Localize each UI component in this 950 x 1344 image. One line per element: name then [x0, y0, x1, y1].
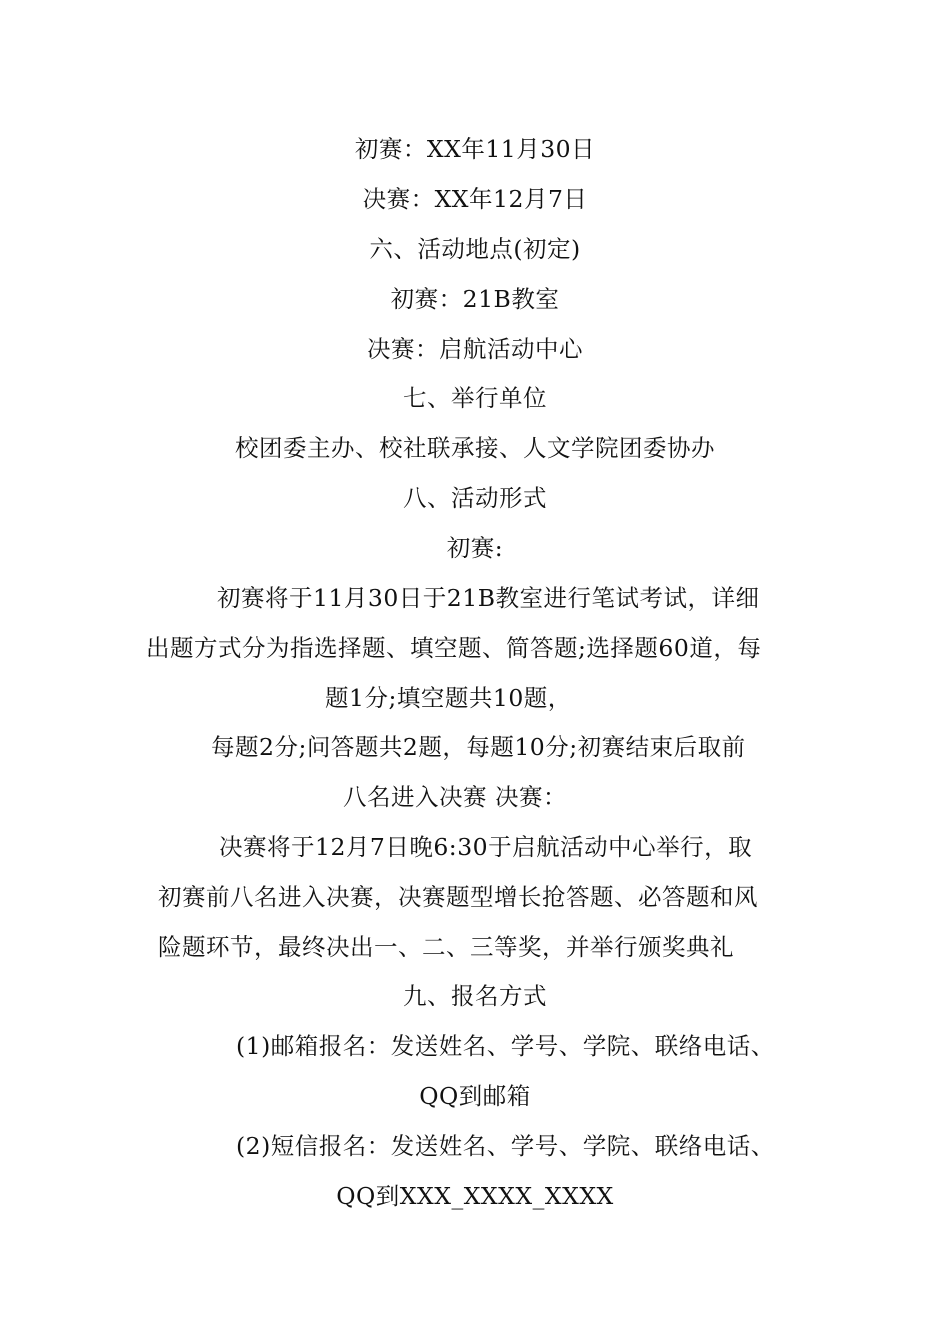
prelim-label: 初赛: [446, 534, 504, 562]
prelim-location: 初赛：21B教室 [390, 285, 560, 313]
organizers: 校团委主办、校社联承接、人文学院团委协办 [235, 434, 715, 462]
final-paragraph-line-2: 初赛前八名进入决赛，决赛题型增长抢答题、必答题和风 [158, 883, 758, 911]
section-seven-heading: 七、举行单位 [403, 384, 547, 412]
section-eight-heading: 八、活动形式 [403, 484, 547, 512]
prelim-date: 初赛：XX年11月30日 [354, 135, 596, 163]
sms-signup-line-2: QQ到XXX_XXXX_XXXX [336, 1182, 614, 1210]
final-location: 决赛：启航活动中心 [367, 335, 583, 363]
prelim-paragraph-line-1: 初赛将于11月30日于21B教室进行笔试考试，详细 [217, 584, 760, 612]
final-date: 决赛：XX年12月7日 [362, 185, 588, 213]
section-nine-heading: 九、报名方式 [403, 982, 547, 1010]
final-paragraph-line-3: 险题环节，最终决出一、二、三等奖，并举行颁奖典礼 [158, 933, 734, 961]
prelim-paragraph-line-5: 八名进入决赛 决赛： [343, 783, 567, 811]
sms-signup-line-1: (2)短信报名：发送姓名、学号、学院、联络电话、 [236, 1132, 775, 1160]
email-signup-line-2: QQ到邮箱 [419, 1082, 531, 1110]
prelim-paragraph-line-2: 出题方式分为指选择题、填空题、简答题;选择题60道，每 [146, 634, 762, 662]
prelim-paragraph-line-3: 题1分;填空题共10题， [325, 684, 572, 712]
prelim-paragraph-line-4: 每题2分;问答题共2题，每题10分;初赛结束后取前 [211, 733, 746, 761]
email-signup-line-1: (1)邮箱报名：发送姓名、学号、学院、联络电话、 [236, 1032, 775, 1060]
section-six-heading: 六、活动地点(初定) [369, 235, 581, 263]
final-paragraph-line-1: 决赛将于12月7日晚6:30于启航活动中心举行，取 [219, 833, 753, 861]
